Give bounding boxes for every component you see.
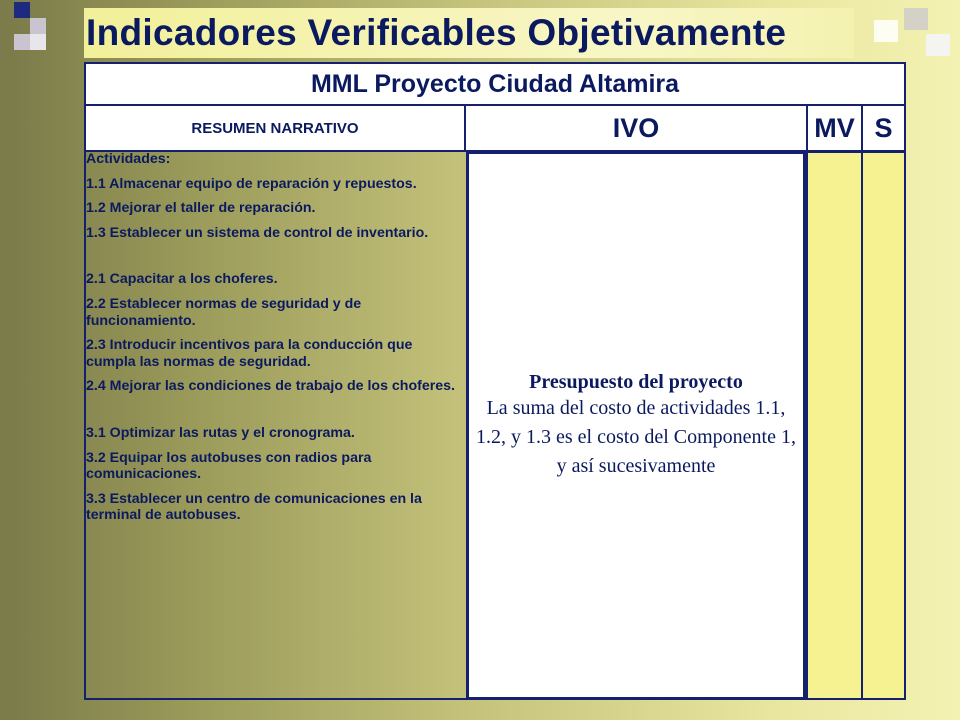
list-item: 2.1 Capacitar a los choferes. (86, 271, 278, 288)
decor-square-grey (904, 8, 928, 30)
table-caption: MML Proyecto Ciudad Altamira (310, 69, 680, 98)
table-caption-cell (84, 62, 906, 106)
narrative-column (86, 151, 464, 524)
header-narrative: RESUMEN NARRATIVO (191, 119, 359, 137)
header-s-cell (861, 104, 906, 152)
header-mv-cell (806, 104, 863, 152)
list-item: 3.2 Equipar los autobuses con radios para comunicaciones. (86, 449, 372, 483)
list-item: 3.3 Establecer un centro de comunicaciones en la terminal de autobuses. (86, 490, 422, 524)
decor-square-white (926, 34, 950, 56)
header-narrative-cell (84, 104, 466, 152)
page-title: Indicadores Verificables Objetivamente (86, 12, 787, 53)
list-item: 3.1 Optimizar las rutas y el cronograma. (86, 424, 355, 441)
ivo-cell (466, 151, 806, 700)
list-item: 1.2 Mejorar el taller de reparación. (86, 200, 316, 217)
header-s: S (874, 112, 893, 143)
list-item: 2.2 Establecer normas de seguridad y de funcionamiento. (86, 295, 362, 329)
list-item: 1.1 Almacenar equipo de reparación y repuestos. (86, 175, 417, 192)
decor-square-grey (14, 34, 30, 50)
list-item: 2.4 Mejorar las condiciones de trabajo de los choferes. (86, 378, 455, 395)
decor-square-white (874, 20, 898, 42)
ivo-heading: Presupuesto del proyecto (529, 370, 743, 393)
header-ivo: IVO (612, 112, 660, 143)
decor-square-grey (30, 18, 46, 34)
narrative-label: Actividades: (86, 151, 171, 167)
s-column-cell (861, 151, 906, 700)
decor-square-navy (14, 2, 30, 18)
mv-column-cell (806, 151, 863, 700)
decor-square-white (30, 34, 46, 50)
list-item: 1.3 Establecer un sistema de control de inventario. (86, 224, 429, 241)
ivo-text: La suma del costo de actividades 1.1, 1.2, y 1.3 es el costo del Componente 1, y así sucesivamente (476, 396, 796, 477)
list-item: 2.3 Introducir incentivos para la conducción que cumpla las normas de seguridad. (86, 337, 413, 370)
header-mv: MV (814, 112, 855, 143)
header-ivo-cell (464, 104, 808, 152)
